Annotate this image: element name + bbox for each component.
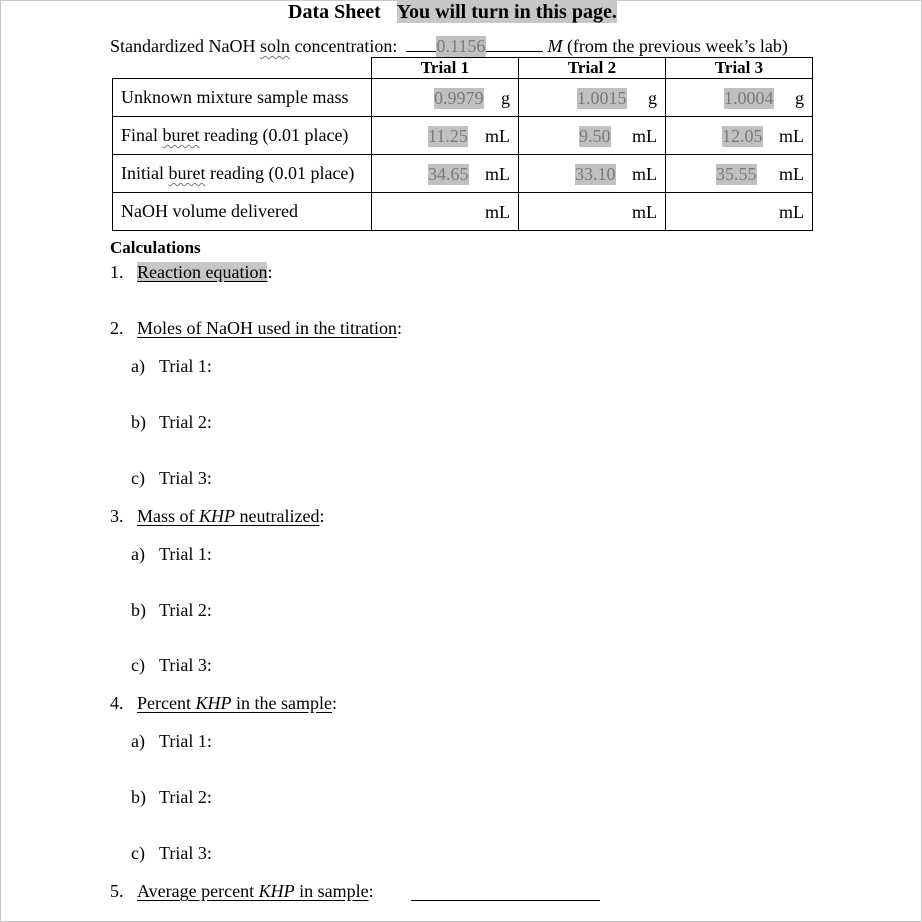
table-row [113, 117, 813, 155]
table-row [113, 155, 813, 193]
cell-unit: mL [632, 202, 657, 222]
q3-sub-c: c) Trial 3: [131, 655, 212, 675]
concentration-label-suffix: concentration: [289, 36, 398, 56]
question-2-label: Moles of NaOH used in the titration [137, 318, 397, 338]
cell-value: 33.10 [575, 164, 616, 184]
row-label-volume-delivered: NaOH volume delivered [113, 193, 372, 231]
cell-unit: g [648, 88, 657, 108]
cell-mass-trial-2[interactable] [519, 79, 666, 117]
column-header-trial-2: Trial 2 [519, 58, 666, 79]
cell-volume-trial-2[interactable] [519, 193, 666, 231]
concentration-value: 0.1156 [436, 36, 486, 56]
cell-mass-trial-1[interactable] [372, 79, 519, 117]
cell-value: 34.65 [428, 164, 469, 184]
table-corner [113, 58, 372, 79]
row-label-initial-buret: Initial buret reading (0.01 place) [113, 155, 372, 193]
cell-mass-trial-3[interactable] [666, 79, 813, 117]
question-3: 3. Mass of KHP neutralized: [110, 506, 325, 526]
cell-value: 1.0015 [577, 88, 627, 108]
table-row [113, 79, 813, 117]
cell-unit: mL [779, 202, 804, 222]
question-5-label: Average percent KHP in sample [137, 881, 369, 901]
cell-value: 11.25 [428, 126, 468, 146]
cell-unit: mL [632, 164, 657, 184]
cell-initial-trial-1[interactable] [372, 155, 519, 193]
title-row [288, 1, 617, 24]
cell-final-trial-2[interactable] [519, 117, 666, 155]
cell-unit: mL [779, 164, 804, 184]
q4-sub-b: b) Trial 2: [131, 787, 212, 807]
q4-sub-c: c) Trial 3: [131, 843, 212, 863]
q3-sub-b: b) Trial 2: [131, 600, 212, 620]
row-label-final-buret: Final buret reading (0.01 place) [113, 117, 372, 155]
concentration-note: (from the previous week’s lab) [566, 36, 788, 56]
concentration-blank-right [486, 33, 543, 52]
question-5: 5. Average percent KHP in sample: [110, 881, 374, 901]
question-4: 4. Percent KHP in the sample: [110, 693, 337, 713]
cell-unit: g [795, 88, 804, 108]
data-table [112, 57, 813, 231]
cell-value: 1.0004 [724, 88, 774, 108]
question-2: 2. Moles of NaOH used in the titration: [110, 318, 402, 338]
column-header-trial-3: Trial 3 [666, 58, 813, 79]
average-answer-line[interactable] [411, 900, 600, 901]
q3-sub-a: a) Trial 1: [131, 544, 212, 564]
q2-sub-c: c) Trial 3: [131, 468, 212, 488]
column-header-trial-1: Trial 1 [372, 58, 519, 79]
page-title: Data Sheet [288, 1, 381, 23]
question-3-label: Mass of KHP neutralized [137, 506, 320, 526]
cell-unit: mL [779, 126, 804, 146]
calculations-heading: Calculations [110, 238, 201, 257]
row-label-sample-mass: Unknown mixture sample mass [113, 79, 372, 117]
cell-final-trial-1[interactable] [372, 117, 519, 155]
q4-sub-a: a) Trial 1: [131, 731, 212, 751]
concentration-label-prefix: Standardized NaOH [110, 36, 260, 56]
q2-sub-b: b) Trial 2: [131, 412, 212, 432]
cell-initial-trial-2[interactable] [519, 155, 666, 193]
table-header-row [113, 58, 813, 79]
cell-unit: mL [485, 202, 510, 222]
cell-final-trial-3[interactable] [666, 117, 813, 155]
cell-value: 0.9979 [434, 88, 484, 108]
cell-volume-trial-1[interactable] [372, 193, 519, 231]
cell-unit: g [501, 88, 510, 108]
table-row [113, 193, 813, 231]
cell-unit: mL [485, 126, 510, 146]
cell-volume-trial-3[interactable] [666, 193, 813, 231]
cell-unit: mL [485, 164, 510, 184]
cell-initial-trial-3[interactable] [666, 155, 813, 193]
concentration-row [110, 33, 788, 57]
cell-unit: mL [632, 126, 657, 146]
cell-value: 35.55 [716, 164, 757, 184]
q2-sub-a: a) Trial 1: [131, 356, 212, 376]
concentration-unit: M [547, 36, 563, 56]
concentration-blank-left [406, 33, 436, 52]
question-4-label: Percent KHP in the sample [137, 693, 332, 713]
cell-value: 12.05 [722, 126, 763, 146]
concentration-label-soln: soln [259, 36, 290, 56]
question-1: 1. Reaction equation: [110, 262, 273, 282]
question-1-label: Reaction equation [137, 262, 268, 282]
turn-in-notice: You will turn in this page. [396, 1, 617, 23]
cell-value: 9.50 [579, 126, 611, 146]
